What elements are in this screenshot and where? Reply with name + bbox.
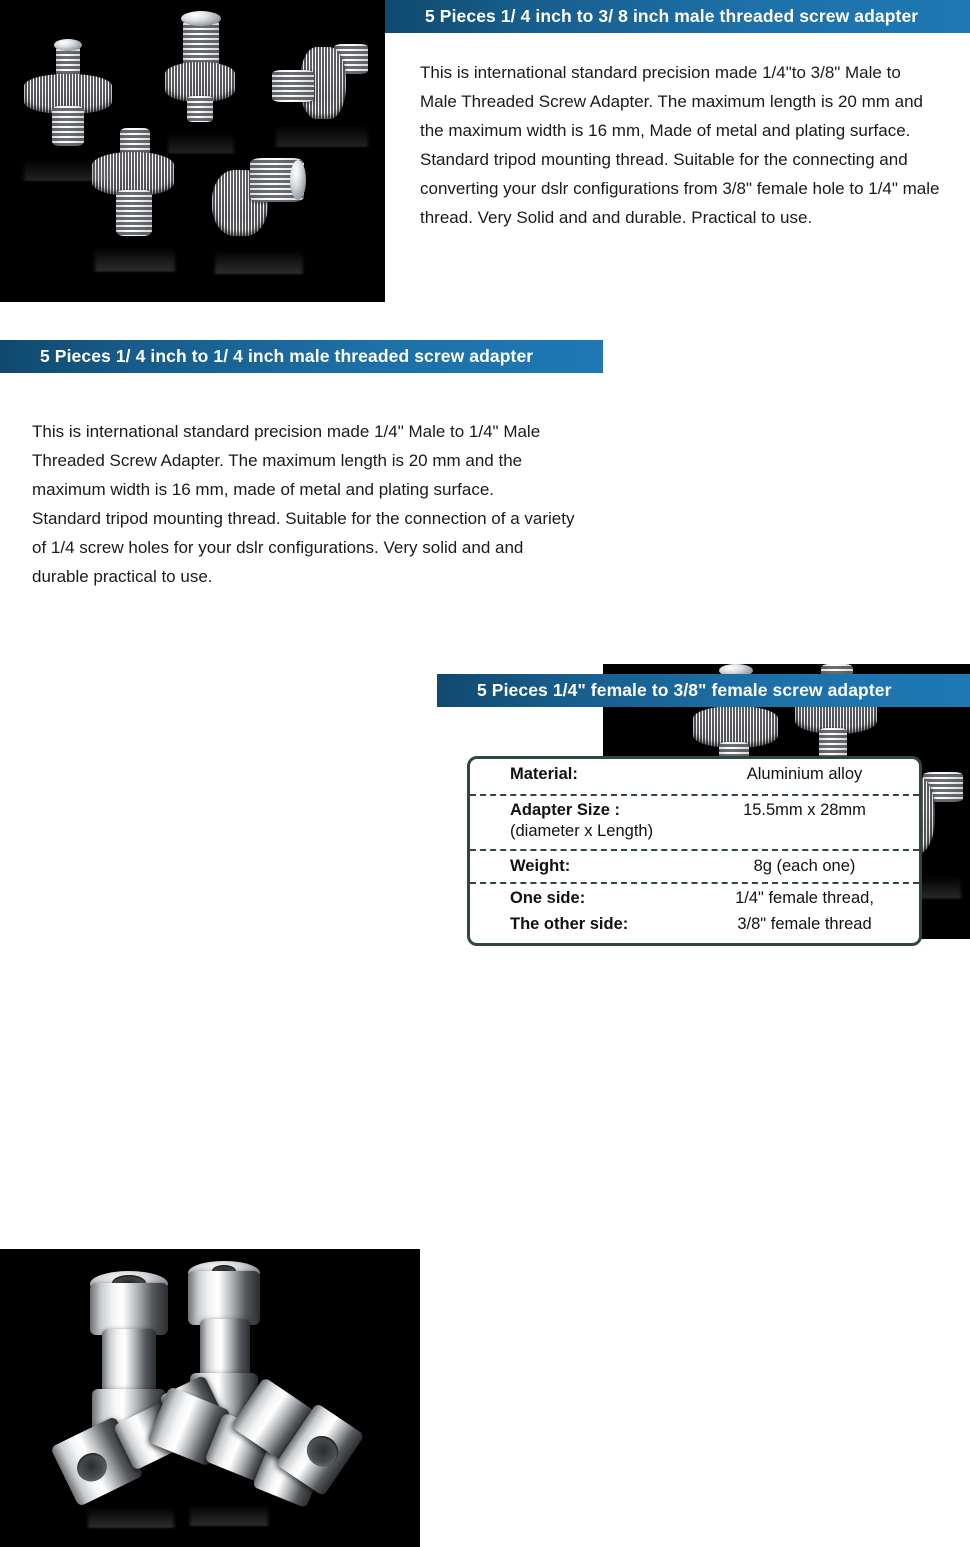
specification-table (467, 756, 922, 946)
section-header-female-to-female (437, 674, 970, 707)
product-photo-quarter-to-threeeighth (0, 0, 385, 302)
product-photo-female-to-female (0, 1249, 420, 1547)
spec-sublabel-text: (diameter x Length) (510, 822, 654, 840)
spec-label (470, 857, 700, 876)
section-header-quarter-to-quarter (0, 340, 603, 373)
paragraph: Standard tripod mounting thread. Suitable for the connection of a variety of 1/4 screw holes for your dslr configurations. Very solid and and durable practical to use. (32, 509, 575, 586)
spec-label-text: Adapter Size : (510, 801, 621, 819)
spec-label-text: Weight: (510, 857, 571, 875)
paragraph: This is international standard precision made 1/4"to 3/8" Male to Male Threaded Screw Adapter. The maximum length is 20 mm and the maximum width is 16 mm, Made of metal and plating surface. (420, 63, 924, 140)
table-row (470, 915, 919, 946)
paragraph: This is international standard precision made 1/4" Male to 1/4" Male Threaded Screw Adapter. The maximum length is 20 mm and the maximum width is 16 mm, made of metal and plating surface. (32, 422, 541, 499)
spec-label (470, 889, 700, 908)
spec-label (470, 915, 700, 934)
screw-adapter (212, 150, 304, 240)
photo-stage (0, 1249, 420, 1547)
table-row (470, 759, 919, 796)
section-header-text: 5 Pieces 1/ 4 inch to 3/ 8 inch male threaded screw adapter (425, 6, 919, 26)
screw-adapter (272, 42, 370, 114)
spec-value: 15.5mm x 28mm (743, 801, 866, 819)
screw-adapter (165, 18, 235, 123)
spec-value: 3/8" female thread (737, 915, 872, 933)
section-header-text: 5 Pieces 1/4" female to 3/8" female screw adapter (477, 680, 892, 700)
spec-label-text: Material: (510, 765, 578, 783)
paragraph: Standard tripod mounting thread. Suitable for the connecting and converting your dslr configurations from 3/8" female hole to 1/4" male thread. Very Solid and and durable. Practical to use. (420, 150, 940, 227)
section-header-quarter-to-threeeighth (385, 0, 970, 33)
spec-label-text: One side: (510, 889, 586, 907)
spec-label (470, 765, 700, 784)
spec-value: 8g (each one) (753, 857, 856, 875)
table-row (470, 796, 919, 851)
section-body-quarter-to-threeeighth (420, 58, 940, 232)
photo-stage (0, 0, 385, 302)
table-row (470, 851, 919, 884)
spec-label-text: The other side: (510, 915, 629, 933)
spec-label (470, 801, 700, 841)
spec-value: 1/4" female thread, (735, 889, 874, 907)
screw-adapter (92, 128, 174, 236)
section-body-quarter-to-quarter (32, 417, 577, 591)
section-header-text: 5 Pieces 1/ 4 inch to 1/ 4 inch male threaded screw adapter (40, 346, 534, 366)
spec-value: Aluminium alloy (746, 765, 863, 783)
table-row (470, 884, 919, 915)
